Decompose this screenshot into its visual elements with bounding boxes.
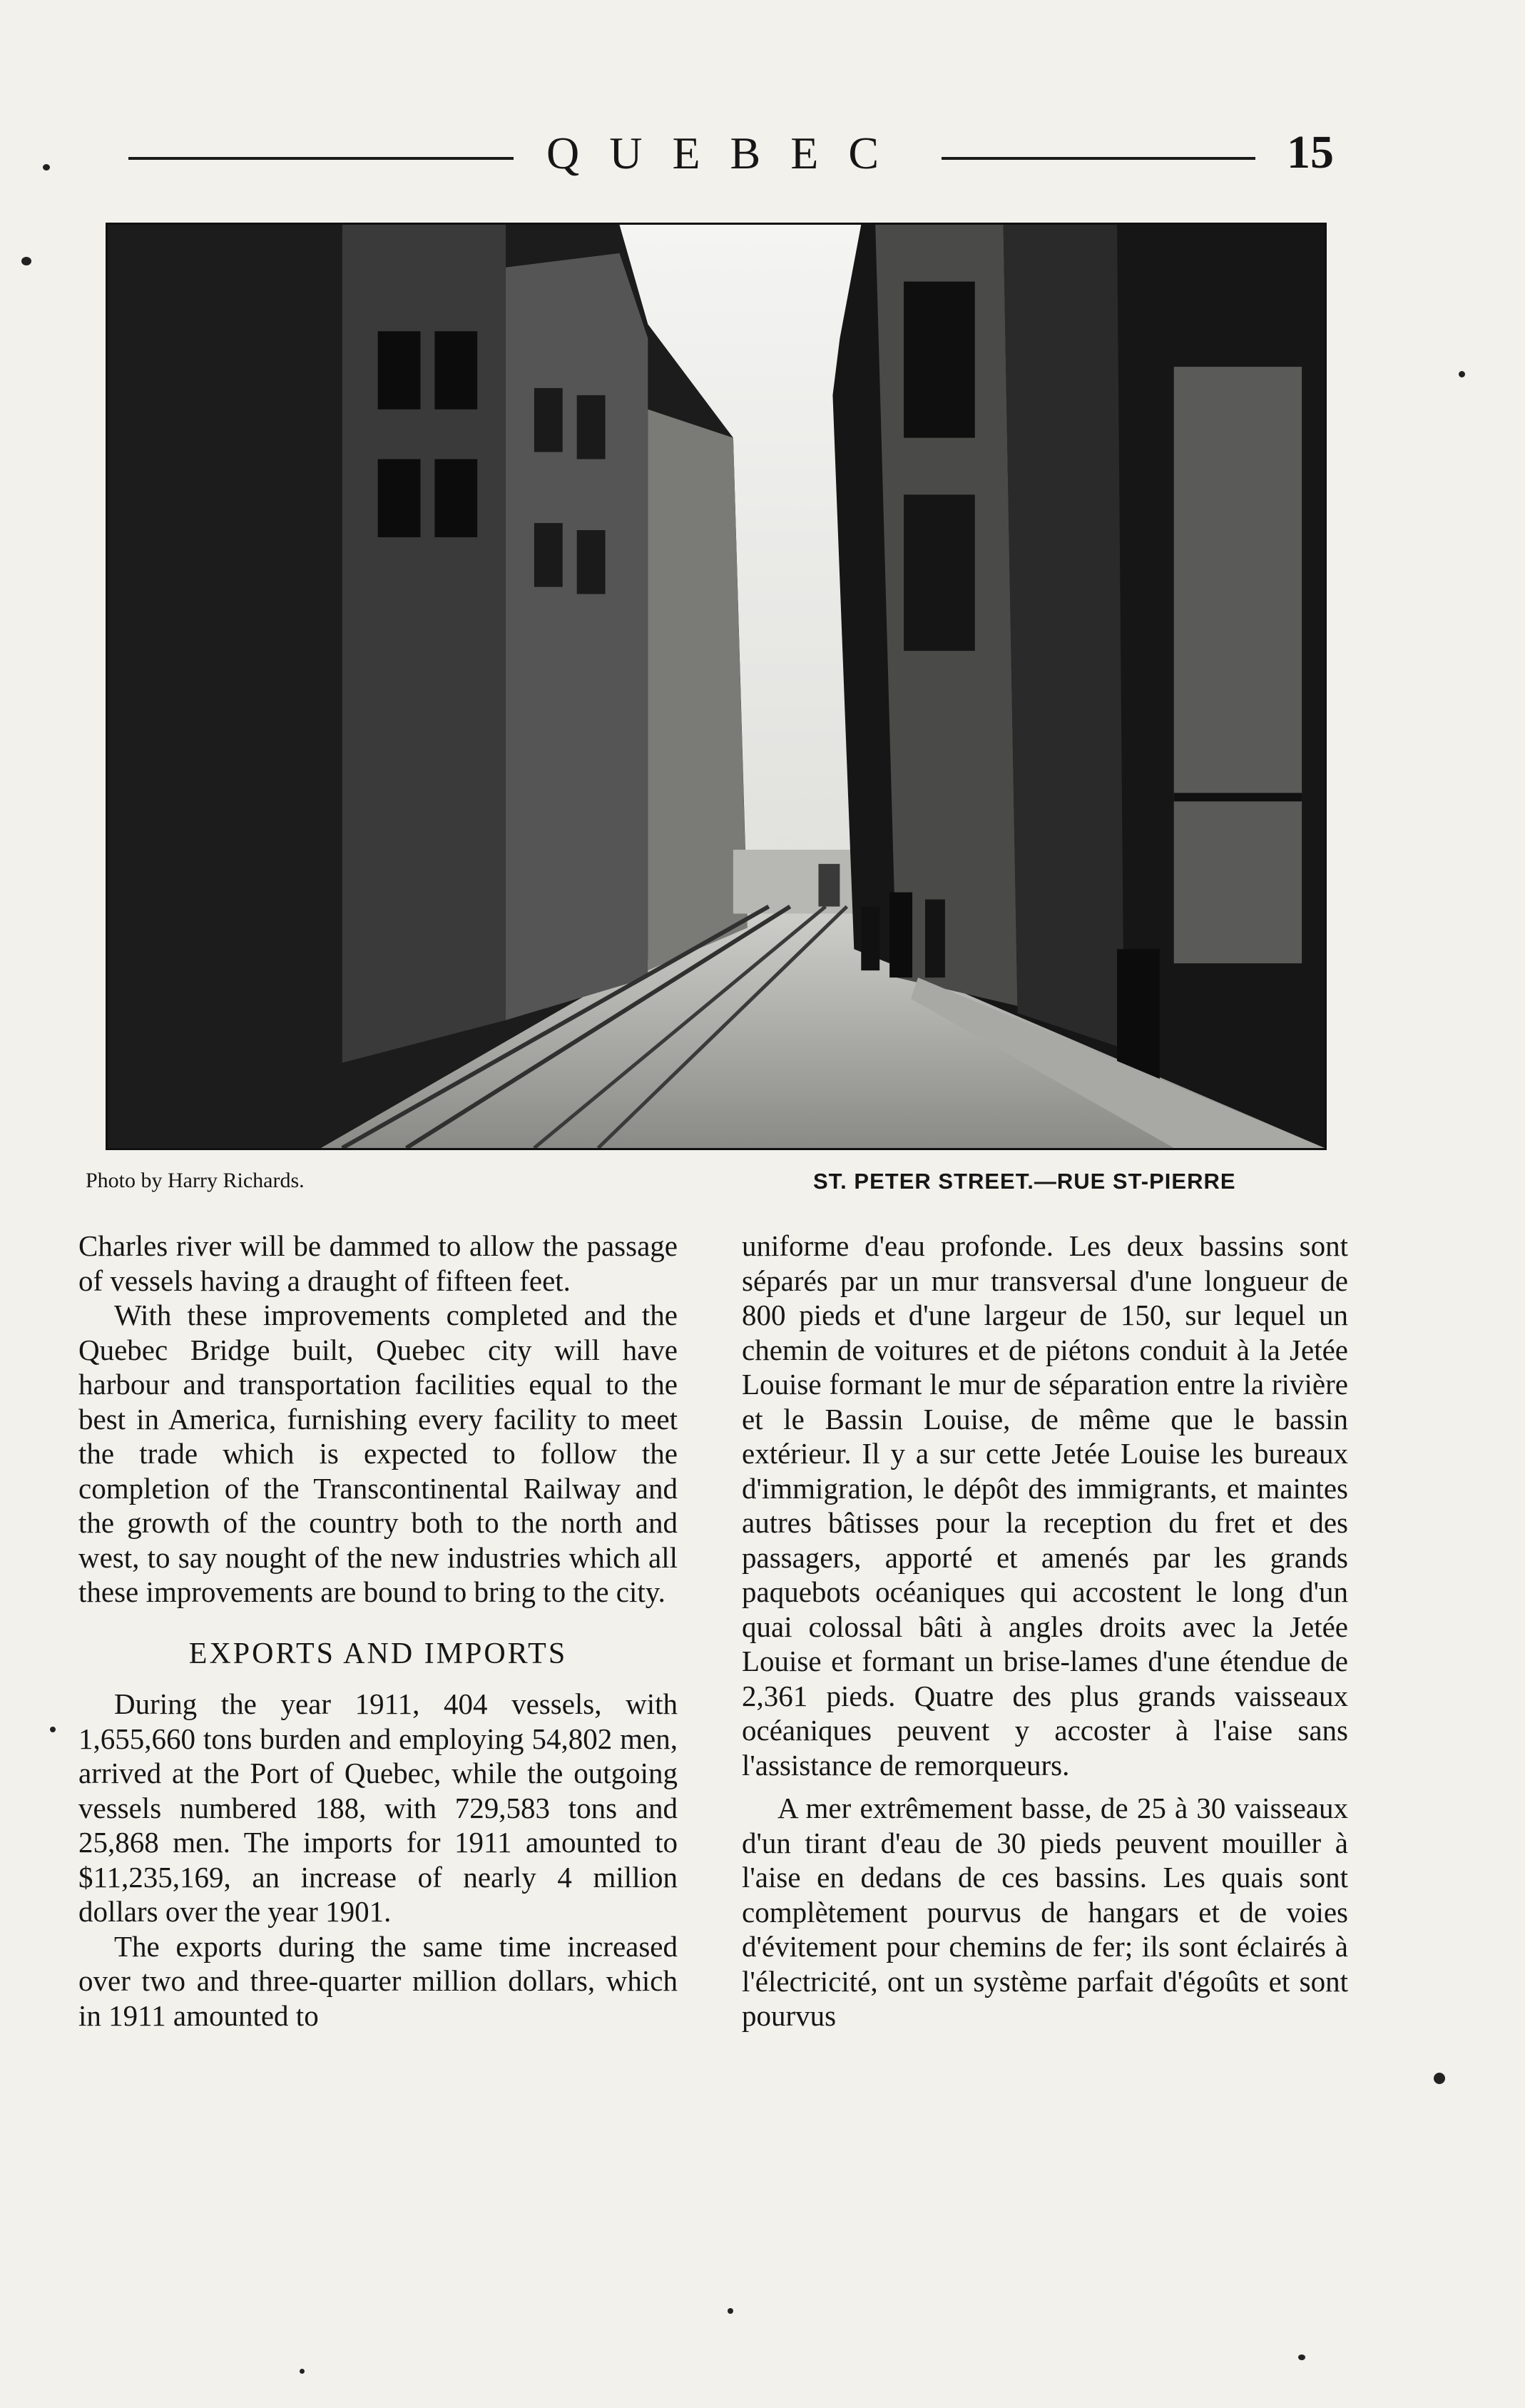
left-column (78, 1229, 678, 2033)
print-speck (1434, 2073, 1445, 2084)
left-paragraph-3: During the year 1911, 404 vessels, with 1,655,660 tons burden and employing 54,802 men, arrived at the Port of Quebec, while the outgoing vessels numbered 188, with 729,583 tons and 25,868 men. The imports for 1911 amounted to $11,235,169, an increase of nearly 4 million dollars over the year 1901. (78, 1687, 678, 1928)
print-speck (43, 164, 50, 171)
page-number: 15 (1287, 126, 1334, 178)
street-photograph (106, 223, 1327, 1150)
print-speck (50, 1727, 56, 1732)
photo-credit: Photo by Harry Richards. (86, 1169, 305, 1192)
running-header (107, 126, 1334, 183)
right-paragraph-2: A mer extrêmement basse, de 25 à 30 vaisseaux d'un tirant d'eau de 30 pieds peuvent mouiller à l'aise en dedans de ces bassins. Les quais sont complètement pourvus de hangars et de voies d'évitement pour chemins de fer; ils sont éclairés à l'électricité, ont un système parfait d'égoûts et sont pourvus (742, 1792, 1348, 2032)
print-speck (1459, 371, 1465, 377)
section-heading: EXPORTS AND IMPORTS (188, 1637, 568, 1670)
print-speck (300, 2369, 305, 2374)
header-rule-left (128, 157, 514, 160)
photo-caption: ST. PETER STREET.—RUE ST-PIERRE (813, 1169, 1236, 1194)
left-paragraph-2: With these improvements completed and the Quebec Bridge built, Quebec city will have harbour and transportation facilities equal to the best in America, furnishing every facility to meet the trade which is expected to follow the completion of the Transcontinental Railway and the growth of the country both to the north and west, to say nought of the new industries which all these improvements are bound to bring to the city. (78, 1299, 678, 1608)
print-speck (728, 2308, 733, 2314)
street-scene-illustration (108, 225, 1325, 1148)
header-rule-right (942, 157, 1255, 160)
left-paragraph-4: The exports during the same time increased over two and three-quarter million dollars, which in 1911 amounted to (78, 1929, 678, 2032)
header-title: QUEBEC (546, 128, 909, 178)
left-paragraph-1: Charles river will be dammed to allow the passage of vessels having a draught of fifteen feet. (78, 1229, 678, 1297)
print-speck (1298, 2354, 1305, 2360)
print-speck (21, 257, 31, 265)
right-column (742, 1229, 1348, 2033)
right-paragraph-1: uniforme d'eau profonde. Les deux bassins sont séparés par un mur transversal d'une longueur de 800 pieds et d'une largeur de 150, sur lequel un chemin de voitures et de piétons conduit à la Jetée Louise formant le mur de séparation entre la rivière et le Bassin Louise, de même que le bassin extérieur. Il y a sur cette Jetée Louise les bureaux d'immigration, le dépôt des immigrants, et maintes autres bâtisses pour la reception du fret et des passagers, apporté et amenés par les grands paquebots océaniques qui accostent le long d'un quai colossal bâti à angles droits avec la Jetée Louise et formant un brise-lames d'une étendue de 2,361 pieds. Quatre des plus grands vaisseaux océaniques peuvent y accoster à l'aise sans l'assistance de remorqueurs. (742, 1229, 1348, 1782)
